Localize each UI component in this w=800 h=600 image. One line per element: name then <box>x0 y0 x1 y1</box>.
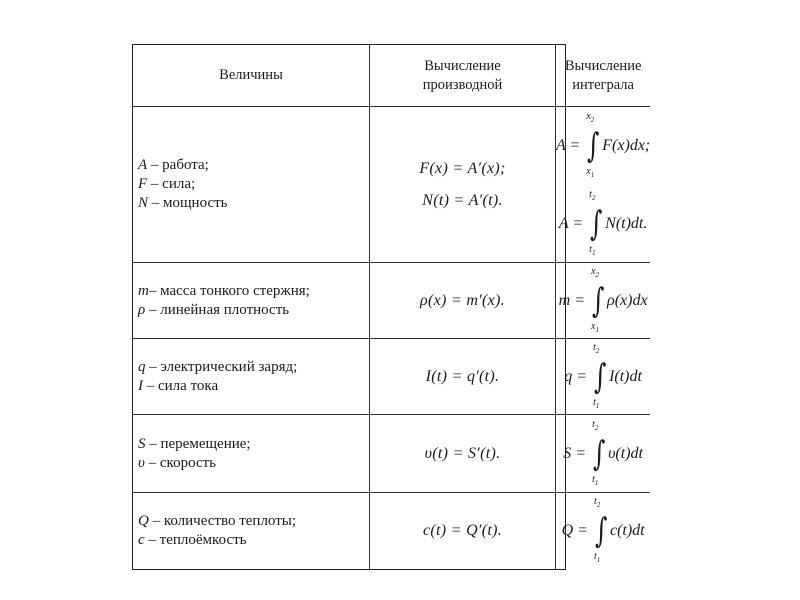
integral-lhs: A = <box>556 136 585 154</box>
quantity-line <box>138 454 251 473</box>
quantity-description: – сила; <box>147 176 196 192</box>
quantity-line <box>138 301 310 320</box>
quantity-symbol: ρ <box>138 301 146 318</box>
integral-lower-limit: $t_1$ <box>593 396 600 410</box>
quantities-cell <box>133 493 370 569</box>
header-derivative <box>370 45 556 107</box>
quantity-line <box>138 358 297 377</box>
quantity-symbol: Q <box>138 513 149 529</box>
integral-rhs: υ(t)dt <box>608 444 643 462</box>
derivative-cell <box>370 493 556 569</box>
quantity-symbol: S <box>138 435 146 452</box>
quantity-symbol: q <box>138 358 146 375</box>
integral-formula <box>558 188 648 257</box>
quantity-line <box>138 175 228 194</box>
integral-cell <box>556 415 650 493</box>
quantities-list <box>138 358 297 396</box>
integral-lower-limit: $t_1$ <box>589 243 596 257</box>
quantity-description: – линейная плотность <box>145 301 290 318</box>
integral-sign <box>591 265 605 334</box>
quantities-list <box>138 435 251 473</box>
integral-symbol: ∫ <box>587 125 600 166</box>
quantity-line <box>138 512 296 531</box>
integral-upper-subscript: 2 <box>594 423 599 432</box>
quantity-symbol: F <box>138 176 148 192</box>
header-derivative-line1: Вычисление <box>424 57 501 74</box>
integral-upper-subscript: 2 <box>595 270 599 279</box>
integral-lower-subscript: 1 <box>590 170 595 179</box>
header-derivative-line2: производной <box>422 76 503 93</box>
integral-symbol: ∫ <box>590 203 603 244</box>
header-integral-line2: интеграла <box>572 76 634 93</box>
integral-lower-subscript: 1 <box>595 325 599 334</box>
integral-symbol: ∫ <box>594 511 608 551</box>
integral-lower-limit: $t_1$ <box>593 551 601 564</box>
quantity-line <box>138 435 251 454</box>
header-quantities <box>133 45 370 107</box>
integral-formula <box>563 418 643 487</box>
integral-formula <box>564 341 642 410</box>
derivative-formula: I(t) = q′(t). <box>425 367 500 385</box>
integral-symbol: ∫ <box>594 356 607 397</box>
integral-upper-limit: $t_2$ <box>592 418 599 432</box>
integral-upper-subscript: 2 <box>591 193 596 202</box>
integral-lower-limit: $x_1$ <box>586 165 595 179</box>
quantities-cell <box>133 415 370 493</box>
integral-rhs: c(t)dt <box>609 522 645 539</box>
quantity-description: – скорость <box>144 454 217 471</box>
integral-upper-limit: $x_2$ <box>586 110 595 124</box>
quantity-symbol: m <box>138 282 149 299</box>
integral-rhs: ρ(x)dx <box>607 291 648 309</box>
integral-upper-limit: $x_2$ <box>591 265 599 279</box>
integral-lower-limit: $t_1$ <box>592 473 599 487</box>
integral-sign <box>593 496 608 564</box>
derivative-cell <box>370 107 556 263</box>
quantity-description: – сила тока <box>143 377 219 394</box>
derivative-cell <box>370 415 556 493</box>
integral-cell <box>556 493 650 569</box>
header-integral-line1: Вычисление <box>564 57 642 74</box>
quantity-symbol: N <box>138 195 149 211</box>
integral-upper-limit: $t_2$ <box>593 341 600 355</box>
integral-upper-subscript: 2 <box>590 115 595 124</box>
integral-upper-limit: $t_2$ <box>589 188 596 202</box>
integral-formula <box>556 110 651 179</box>
quantity-line <box>138 194 228 213</box>
derivative-formula: N(t) = A′(t). <box>422 191 503 209</box>
header-quantities-label: Величины <box>219 67 283 83</box>
derivative-formula: c(t) = Q′(t). <box>422 522 503 539</box>
integral-upper-subscript: 2 <box>595 346 600 355</box>
integral-sign <box>592 418 606 487</box>
integral-upper-subscript: 2 <box>596 501 601 509</box>
quantities-list <box>138 156 228 213</box>
quantity-description: – электрический заряд; <box>145 358 298 375</box>
integral-rhs: N(t)dt. <box>605 214 648 232</box>
derivative-formula: F(x) = A′(x); <box>419 159 506 177</box>
integral-lower-limit: $x_1$ <box>591 320 599 334</box>
integral-lhs: S = <box>563 444 591 462</box>
integral-cell <box>556 107 650 263</box>
integral-lower-subscript: 1 <box>595 401 600 410</box>
formula-table <box>132 44 651 570</box>
quantity-symbol: υ <box>138 454 145 471</box>
derivative-formula: υ(t) = S′(t). <box>424 444 501 462</box>
quantity-line <box>138 531 296 550</box>
derivative-cell <box>370 263 556 339</box>
quantities-list <box>138 512 296 550</box>
quantity-description: – количество теплоты; <box>148 513 297 529</box>
integral-symbol: ∫ <box>592 280 605 321</box>
quantities-cell <box>133 263 370 339</box>
quantity-line <box>138 282 310 301</box>
quantity-description: – мощность <box>148 195 228 211</box>
quantity-description: – теплоёмкость <box>144 532 247 548</box>
integral-lhs: Q = <box>561 522 592 539</box>
integral-formula <box>558 265 648 334</box>
integral-rhs: I(t)dt <box>609 367 642 385</box>
integral-lower-subscript: 1 <box>591 248 596 257</box>
quantity-symbol: A <box>138 157 148 173</box>
integral-cell <box>556 263 650 339</box>
quantity-line <box>138 377 297 396</box>
header-integral <box>556 45 650 107</box>
integral-lhs: q = <box>564 367 592 385</box>
quantities-cell <box>133 339 370 415</box>
quantity-symbol: I <box>138 377 143 394</box>
integral-symbol: ∫ <box>593 433 606 474</box>
integral-sign <box>593 341 607 410</box>
quantities-list <box>138 282 310 320</box>
integral-lhs: A = <box>558 214 588 232</box>
quantity-line <box>138 156 228 175</box>
derivative-cell <box>370 339 556 415</box>
integral-lower-subscript: 1 <box>594 478 599 487</box>
integral-lhs: m = <box>558 291 590 309</box>
quantity-description: – масса тонкого стержня; <box>148 282 310 299</box>
quantity-symbol: c <box>138 532 145 548</box>
integral-lower-subscript: 1 <box>596 556 601 564</box>
quantity-description: – работа; <box>147 157 209 173</box>
integral-formula <box>561 496 645 564</box>
integral-sign <box>586 110 600 179</box>
integral-sign <box>589 188 603 257</box>
derivative-formula: ρ(x) = m′(x). <box>420 291 505 309</box>
quantity-description: – перемещение; <box>145 435 251 452</box>
quantities-cell <box>133 107 370 263</box>
integral-cell <box>556 339 650 415</box>
integral-rhs: F(x)dx; <box>602 136 651 154</box>
integral-upper-limit: $t_2$ <box>593 496 601 509</box>
